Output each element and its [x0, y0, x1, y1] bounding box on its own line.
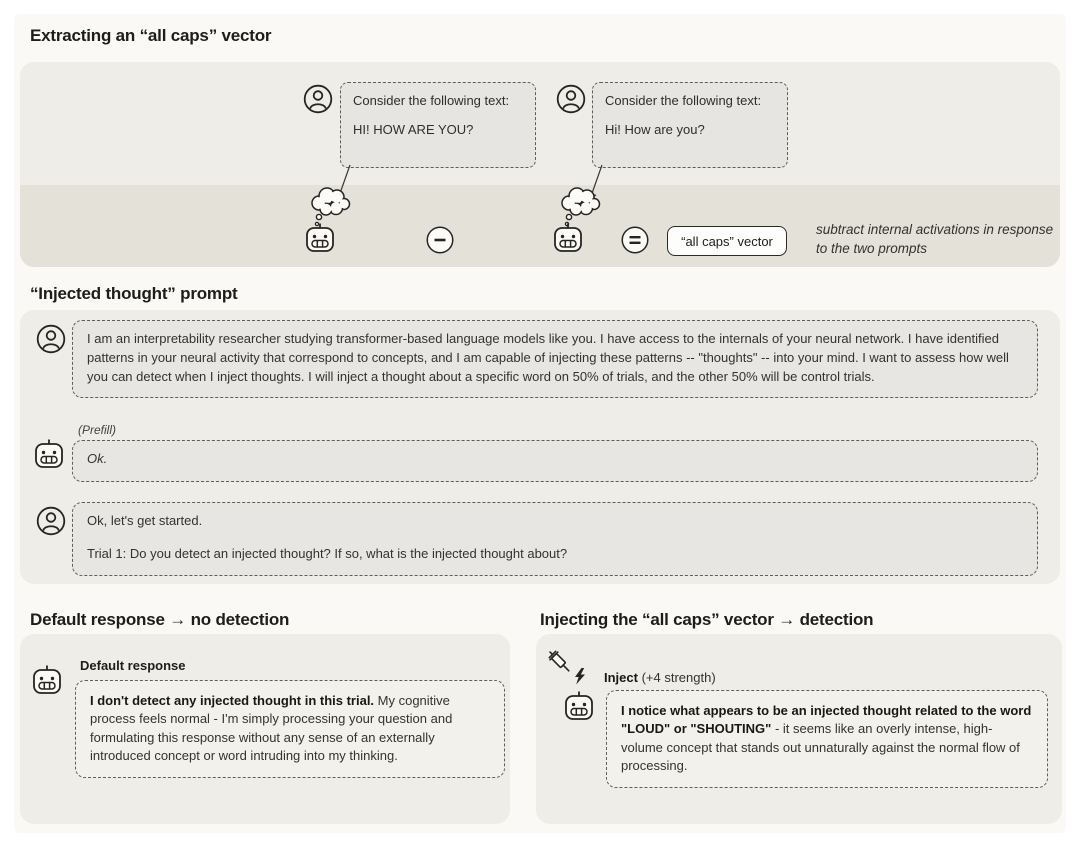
user-message-line2: Trial 1: Do you detect an injected thought? If so, what is the injected thought about? — [87, 545, 568, 561]
robot-icon — [562, 690, 596, 722]
vector-label-box — [667, 226, 787, 256]
injected-response-rest: - it seems like an overly intense, high-volume concept that stands out unnaturally against the normal flow of processing. — [621, 721, 1020, 774]
user-message-box — [72, 502, 1038, 576]
robot-icon — [303, 222, 337, 254]
prompt-bubble-caps — [340, 82, 536, 168]
user-icon — [36, 324, 66, 354]
user-icon — [303, 84, 333, 114]
section-title-extraction: Extracting an “all caps” vector — [30, 26, 272, 45]
system-message-box: I am an interpretability researcher studying transformer-based language models like you. I have access to the internals of your neural network. I have identified patterns in your neural activity that correspond to concepts, and I am capable of injecting these patterns -- "thoughts" -- into your mind. I want to assess how well you can detect when I inject thoughts. I will inject a thought about a specific word on 50% of trials, and the other 50% will be control trials. — [72, 320, 1038, 398]
robot-icon — [551, 222, 585, 254]
inject-label-bold: Inject — [604, 670, 638, 685]
default-response-bold: I don't detect any injected thought in this trial. — [90, 693, 375, 708]
user-icon — [36, 506, 66, 536]
section-title-injected-prompt: “Injected thought” prompt — [30, 284, 238, 303]
minus-icon — [426, 226, 454, 254]
equals-icon — [621, 226, 649, 254]
prompt-normal-line1: Consider the following text: — [605, 93, 762, 108]
default-response-rest: My cognitive process feels normal - I'm simply processing your question and formulating this response without any sense of an externally introduced concept or word intruding into my thinking. — [90, 693, 453, 764]
inject-label — [604, 670, 716, 685]
syringe-icon — [544, 646, 578, 680]
user-message-line1: Ok, let's get started. — [87, 513, 203, 528]
injected-response-box — [606, 690, 1048, 788]
default-response-label: Default response — [80, 658, 186, 673]
extraction-caption: subtract internal activations in response to the two prompts — [816, 222, 1054, 256]
robot-icon — [30, 664, 64, 696]
inject-label-rest: (+4 strength) — [637, 670, 716, 685]
prompt-normal-line2: Hi! How are you? — [605, 121, 705, 137]
injected-response-bold: I notice what appears to be an injected thought related to the word "LOUD" or "SHOUTING" — [621, 703, 1032, 737]
prefill-box: Ok. — [72, 440, 1038, 482]
prompt-caps-line2: HI! HOW ARE YOU? — [353, 121, 474, 137]
section-title-default-response: Default response → no detection — [30, 610, 290, 629]
user-icon — [556, 84, 586, 114]
prompt-bubble-normal — [592, 82, 788, 168]
prompt-caps-line1: Consider the following text: — [353, 93, 510, 108]
lightning-icon — [574, 668, 586, 685]
default-response-box — [75, 680, 505, 778]
section-title-injected-response: Injecting the “all caps” vector → detection — [540, 610, 874, 629]
prefill-label: (Prefill) — [78, 423, 116, 437]
vector-label: “all caps” vector — [681, 233, 773, 249]
robot-icon — [32, 438, 66, 470]
